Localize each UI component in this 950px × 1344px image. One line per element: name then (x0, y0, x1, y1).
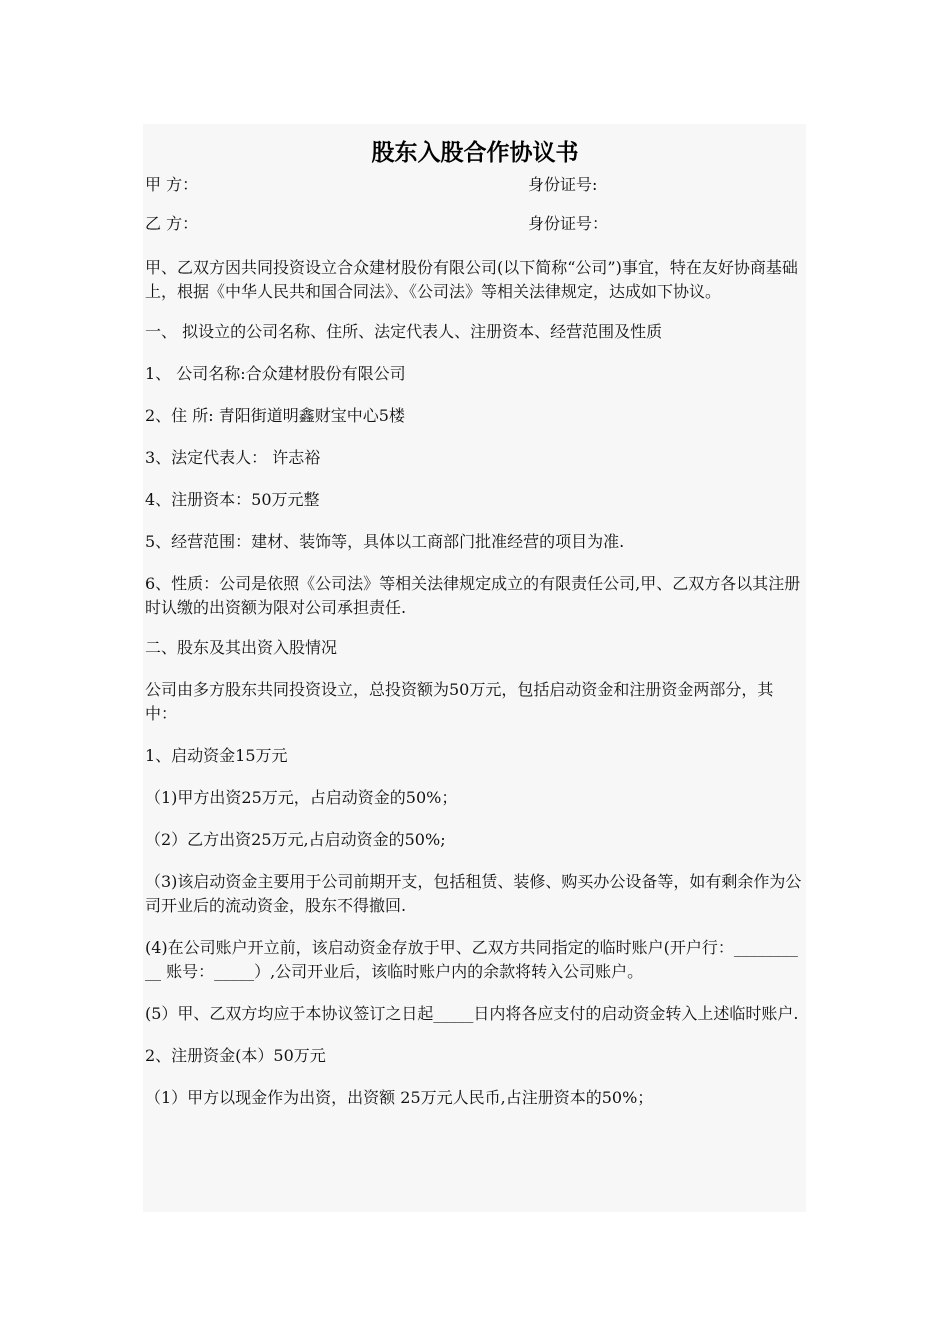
intro-paragraph: 甲、乙双方因共同投资设立合众建材股份有限公司(以下简称“公司”)事宜，特在友好协商基础上，根据《中华人民共和国合同法》、《公司法》等相关法律规定，达成如下协议。 (145, 258, 798, 301)
registered-party-a-item: （1）甲方以现金作为出资，出资额 25万元人民币,占注册资本的50%； (145, 1088, 654, 1107)
investment-overview-paragraph: 公司由多方股东共同投资设立，总投资额为50万元，包括启动资金和注册资金两部分，其中： (145, 680, 774, 723)
startup-party-a-item: （1)甲方出资25万元，占启动资金的50%； (145, 788, 458, 807)
party-b-id-label: 身份证号： (528, 214, 609, 233)
company-nature-item: 6、性质：公司是依照《公司法》等相关法律规定成立的有限责任公司,甲、乙双方各以其注册时认缴的出资额为限对公司承担责任. (145, 574, 801, 617)
party-a-row (145, 172, 805, 198)
section-2-heading: 二、股东及其出资入股情况 (145, 638, 338, 657)
business-scope-item: 5、经营范围：建材、装饰等，具体以工商部门批准经营的项目为准. (145, 532, 625, 551)
startup-capital-heading: 1、启动资金15万元 (145, 746, 288, 765)
registered-capital-item: 4、注册资本：50万元整 (145, 490, 320, 509)
company-address-item: 2、住 所: 青阳街道明鑫财宝中心5楼 (145, 406, 405, 425)
party-a-id-label: 身份证号: (528, 175, 598, 194)
transfer-deadline-item: (5）甲、乙双方均应于本协议签订之日起_____日内将各应支付的启动资金转入上述临时账户. (145, 1004, 799, 1023)
startup-party-b-item: （2）乙方出资25万元,占启动资金的50%; (145, 830, 446, 849)
document-content (145, 124, 805, 1110)
temporary-account-item: (4)在公司账户开立前，该启动资金存放于甲、乙双方共同指定的临时账户(开户行：__________ 账号：_____）,公司开业后，该临时账户内的余款将转入公司账户。 (145, 938, 798, 981)
startup-usage-item: （3)该启动资金主要用于公司前期开支，包括租赁、装修、购买办公设备等，如有剩余作为公司开业后的流动资金，股东不得撤回. (145, 872, 802, 915)
document-title: 股东入股合作协议书 (371, 140, 579, 166)
party-b-label: 乙 方： (145, 214, 199, 233)
company-name-item: 1、 公司名称:合众建材股份有限公司 (145, 364, 406, 383)
registered-capital-heading: 2、注册资金(本）50万元 (145, 1046, 326, 1065)
legal-representative-item: 3、法定代表人： 许志裕 (145, 448, 321, 467)
party-b-row (145, 211, 805, 237)
section-1-heading: 一、 拟设立的公司名称、住所、法定代表人、注册资本、经营范围及性质 (145, 322, 663, 341)
party-a-label: 甲 方： (145, 175, 199, 194)
